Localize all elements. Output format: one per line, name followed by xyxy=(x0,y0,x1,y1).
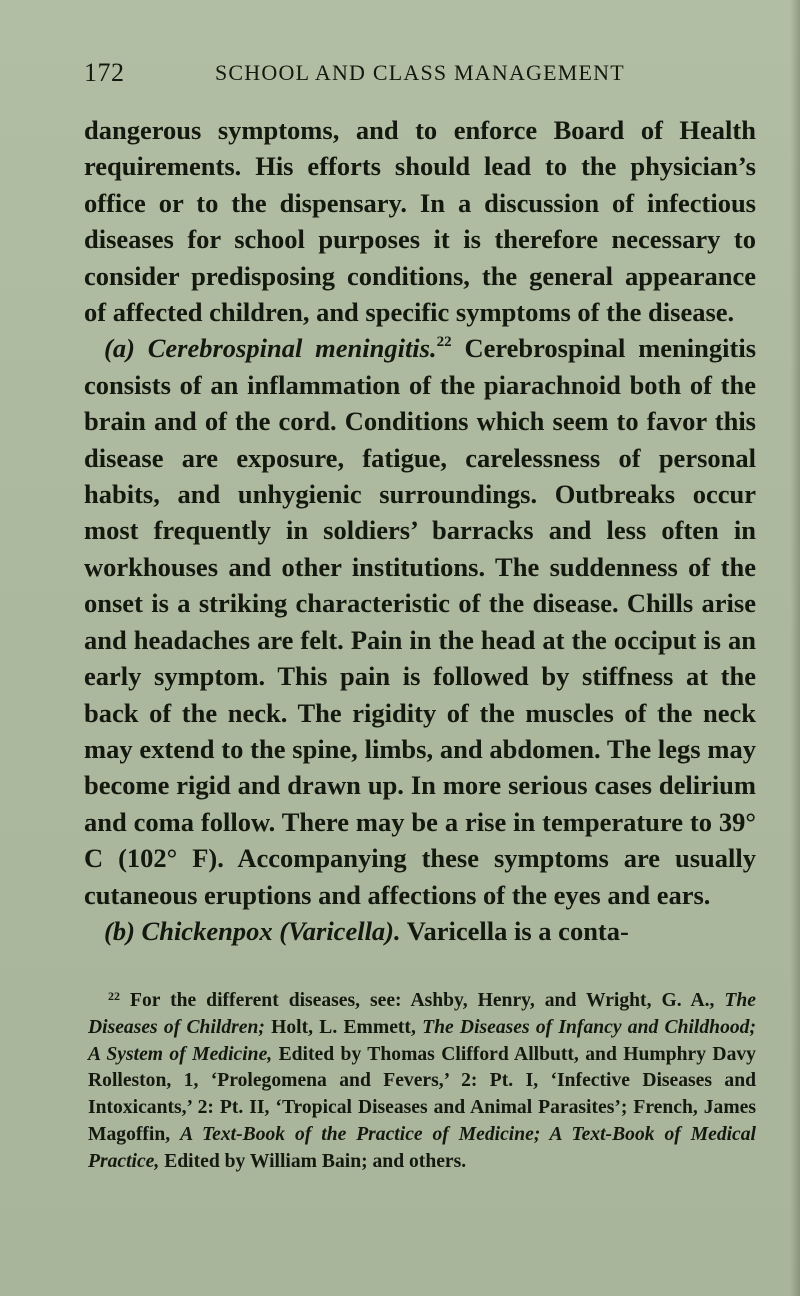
footnote-text-1: For the different diseases, see: Ashby, Henry, and Wright, G. A., xyxy=(129,990,715,1011)
section-label-b: (b) xyxy=(104,915,135,946)
section-heading-meningitis: Cerebrospinal meningitis. xyxy=(147,333,437,364)
paragraph-chickenpox-text: Varicella is a conta- xyxy=(406,915,629,946)
footnote-title-2: The Diseases of Infancy and Childhood; A System of Medicine, xyxy=(88,1016,756,1065)
footnote-reference: 22 xyxy=(436,334,452,351)
footnote-title-3: A Text-Book of the Practice of Medicine; A Text-Book of Medical Practice, xyxy=(88,1123,756,1172)
paragraph-chickenpox xyxy=(84,913,756,949)
footnote xyxy=(88,988,756,1176)
section-heading-chickenpox: Chickenpox (Varicella). xyxy=(141,915,401,946)
paragraph-meningitis-text: Cerebrospinal meningitis consists of an inflammation of the piarachnoid both of the brain and of the cord. Conditions which seem to favor this disease are exposure, fatigue, carelessness of personal habits, and unhygienic surroundings. Outbreaks occur most frequently in soldiers’ barracks and less often in workhouses and other institutions. The suddenness of the onset is a striking characteristic of the disease. Chills arise and headaches are felt. Pain in the head at the occiput is an early symptom. This pain is followed by stiffness at the back of the neck. The rigidity of the muscles of the neck may extend to the spine, limbs, and abdomen. The legs may become rigid and drawn up. In more serious cases delirium and coma follow. There may be a rise in temperature to 39° C (102° F). Accompanying these symptoms are usually cutaneous eruptions and affections of the eyes and ears. xyxy=(84,333,757,910)
footnote-number: 22 xyxy=(108,989,120,1003)
footnote-text-3: Edited by Thomas Clifford Allbutt, and Humphry Davy Rolleston, 1, ‘Prolegomena and Fevers,’ 2: Pt. I, ‘Infective Diseases and Intoxicants,’ 2: Pt. II, ‘Tropical Diseases and Animal Parasites’; French, James Magoffin, xyxy=(88,1043,756,1145)
page-edge-shadow xyxy=(790,0,800,1296)
body-text xyxy=(84,112,756,949)
paragraph-meningitis xyxy=(84,330,756,913)
running-title: SCHOOL AND CLASS MANAGEMENT xyxy=(215,60,625,85)
page-header xyxy=(84,58,764,92)
page-number: 172 xyxy=(84,58,125,87)
footnote-text-4: Edited by William Bain; and others. xyxy=(164,1150,467,1172)
footnote-title-1: The Diseases of Children; xyxy=(88,990,756,1038)
paragraph-intro: dangerous symptoms, and to enforce Board of Health requirements. His efforts should lead to the physician’s office or to the dispensary. In a discussion of infectious diseases for school purposes it is therefore necessary to consider predisposing conditions, the general appearance of affected children, and specific symptoms of the disease. xyxy=(84,115,756,328)
footnote-text-2: Holt, L. Emmett, xyxy=(271,1016,416,1038)
section-label-a: (a) xyxy=(104,333,135,364)
